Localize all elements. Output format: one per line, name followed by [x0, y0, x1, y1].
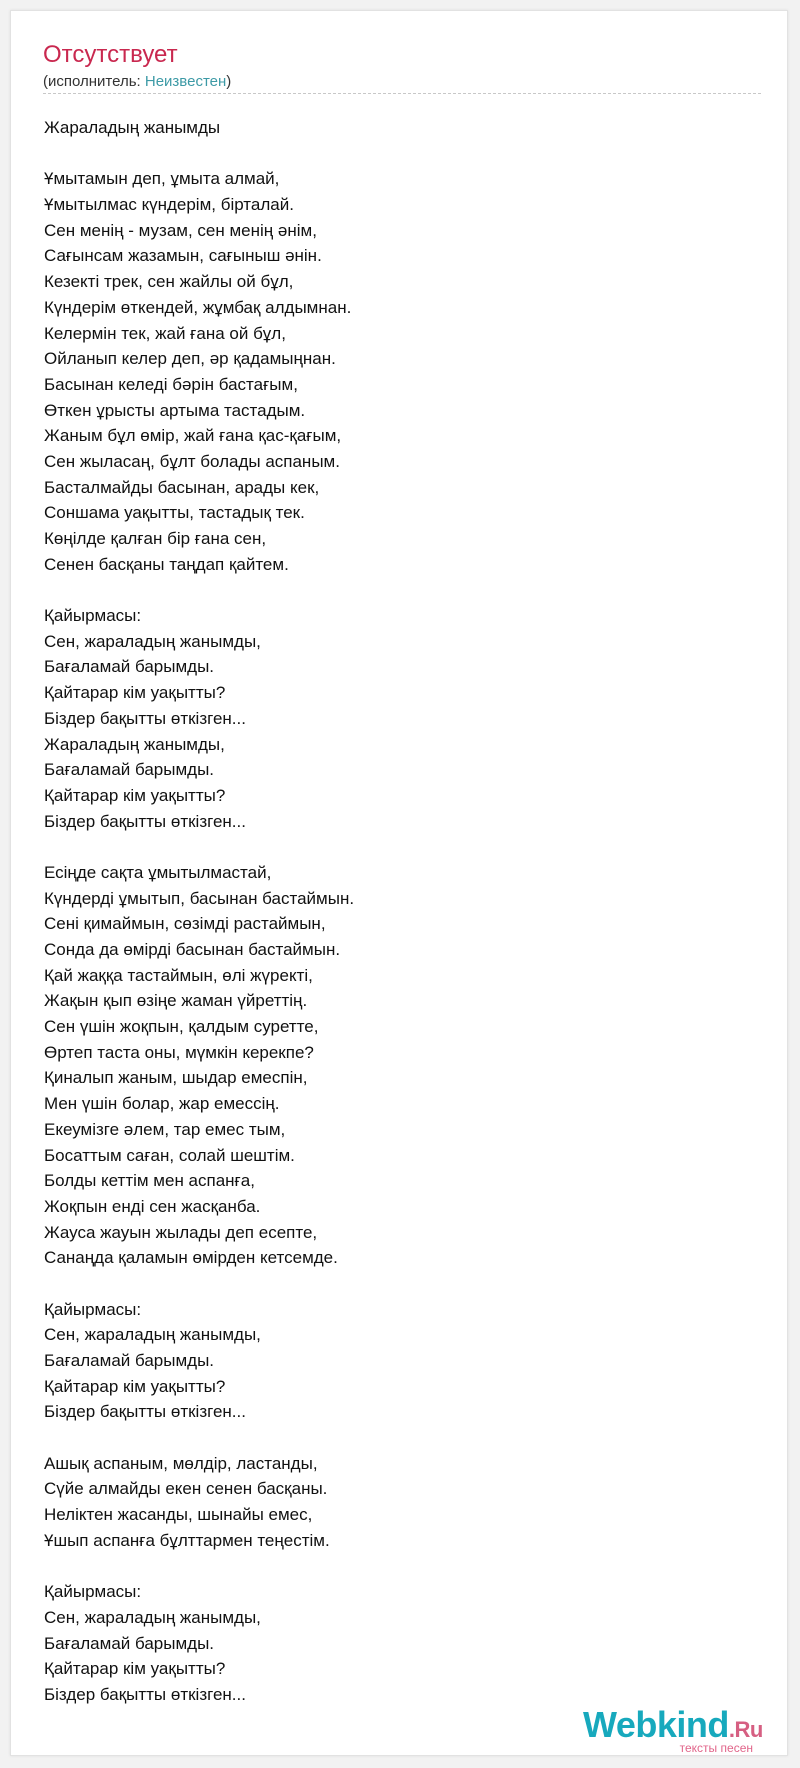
lyric-line: Сүйе алмайды екен сенен басқаны.: [44, 1479, 328, 1499]
lyric-line: Қайтарар кім уақытты?: [44, 1376, 226, 1396]
lyric-line: Сен, жараладың жанымды,: [44, 631, 261, 651]
lyric-line: Сен үшін жоқпын, қалдым суретте,: [44, 1017, 319, 1037]
lyric-line: Ұшып аспанға бұлттармен теңестім.: [44, 1530, 330, 1550]
lyric-line: Санаңда қаламын өмірден кетсемде.: [44, 1248, 338, 1268]
lyric-line: Қайтарар кім уақытты?: [44, 683, 226, 703]
lyrics-page: [10, 10, 788, 1756]
lyric-line: Жақын қып өзіңе жаман үйреттің.: [44, 991, 308, 1011]
artist-prefix: (исполнитель:: [43, 73, 145, 90]
lyric-line: Болды кеттім мен аспанға,: [44, 1171, 255, 1191]
lyric-line: Ұмытылмас күндерім, бірталай.: [44, 195, 294, 215]
lyric-line: Жаным бұл өмір, жай ғана қас-қағым,: [44, 426, 342, 446]
artist-suffix: ): [226, 73, 232, 90]
webkind-logo[interactable]: [583, 1705, 773, 1761]
stanza-break: [44, 141, 744, 167]
stanza-break: [44, 1271, 744, 1297]
lyric-line: Ашық аспаным, мөлдір, ластанды,: [44, 1453, 318, 1473]
logo-domain: .Ru: [728, 1717, 763, 1742]
lyric-line: Біздер бақытты өткізген...: [44, 1402, 246, 1422]
lyric-line: Сонда да өмірді басынан бастаймын.: [44, 940, 341, 959]
lyric-line: Сенен басқаны таңдап қайтем.: [44, 554, 289, 574]
stanza-break: [44, 1554, 744, 1580]
lyric-line: Босаттым саған, солай шештім.: [44, 1145, 295, 1165]
stanza-break: [44, 834, 744, 860]
lyric-line: Жоқпын енді сен жасқанба.: [44, 1196, 261, 1216]
lyric-line: Екеумізге әлем, тар емес тым,: [44, 1119, 286, 1139]
lyric-line: Күндерді ұмытып, басынан бастаймын.: [44, 888, 355, 908]
lyric-line: Соншама уақытты, тастадық тек.: [44, 503, 305, 523]
lyric-line: Қиналып жаным, шыдар емеспін,: [44, 1068, 308, 1088]
lyric-line: Бағаламай барымды.: [44, 760, 215, 780]
lyric-line: Біздер бақытты өткізген...: [44, 1684, 246, 1704]
lyric-line: Сағынсам жазамын, сағыныш әнін.: [44, 246, 322, 266]
lyric-line: Қайтарар кім уақытты?: [44, 785, 226, 805]
lyric-line: Ойланып келер деп, әр қадамыңнан.: [44, 349, 336, 369]
song-title: Отсутствует: [43, 41, 178, 68]
lyric-line: Неліктен жасанды, шынайы емес,: [44, 1505, 313, 1525]
lyric-line: Өткен ұрысты артыма тастадым.: [44, 400, 306, 420]
lyric-line: Қайырмасы:: [44, 1582, 142, 1602]
lyric-line: Кезекті трек, сен жайлы ой бұл,: [44, 272, 294, 292]
lyric-line: Сен, жараладың жанымды,: [44, 1325, 261, 1345]
lyric-line: Қайтарар кім уақытты?: [44, 1659, 226, 1679]
lyric-line: Көңілде қалған бір ғана сен,: [44, 529, 267, 548]
stanza-break: [44, 1425, 744, 1451]
title-divider: [43, 93, 761, 94]
lyric-line: Бағаламай барымды.: [44, 657, 215, 677]
lyric-line: Жауса жауын жылады деп есепте,: [44, 1222, 318, 1242]
lyric-line: Бағаламай барымды.: [44, 1633, 215, 1653]
logo-main-text: Webkind: [583, 1704, 729, 1745]
lyric-line: Бағаламай барымды.: [44, 1351, 215, 1370]
lyric-line: Мен үшін болар, жар емессің.: [44, 1094, 280, 1114]
lyric-line: Сен жыласаң, бұлт болады аспаным.: [44, 451, 340, 471]
lyric-line: Басынан келеді бәрін бастағым,: [44, 374, 298, 394]
lyric-line: Келермін тек, жай ғана ой бұл,: [44, 323, 286, 343]
lyrics-text: [44, 115, 744, 1708]
lyric-line: Біздер бақытты өткізген...: [44, 811, 246, 831]
lyric-line: Басталмайды басынан, арады кек,: [44, 477, 320, 497]
lyric-line: Қайырмасы:: [44, 1299, 142, 1319]
lyric-line: Есіңде сақта ұмытылмастай,: [44, 862, 272, 882]
lyric-line: Сен менің - музам, сен менің әнім,: [44, 220, 317, 240]
lyric-line: Ұмытамын деп, ұмыта алмай,: [44, 169, 280, 189]
lyric-line: Өртеп таста оны, мүмкін керекпе?: [44, 1042, 314, 1062]
logo-tagline: тексты песен: [679, 1741, 753, 1755]
lyric-line: Жараладың жанымды: [44, 118, 221, 137]
lyric-line: Сені қимаймын, сөзімді растаймын,: [44, 914, 326, 934]
artist-line: [43, 73, 231, 91]
lyric-line: Қай жаққа тастаймын, өлі жүректі,: [44, 965, 313, 985]
lyric-line: Қайырмасы:: [44, 606, 142, 626]
artist-link[interactable]: Неизвестен: [144, 73, 227, 90]
stanza-break: [44, 577, 744, 603]
lyric-line: Біздер бақытты өткізген...: [44, 708, 246, 728]
lyric-line: Жараладың жанымды,: [44, 734, 225, 754]
lyric-line: Сен, жараладың жанымды,: [44, 1607, 261, 1627]
lyric-line: Күндерім өткендей, жұмбақ алдымнан.: [44, 297, 352, 317]
